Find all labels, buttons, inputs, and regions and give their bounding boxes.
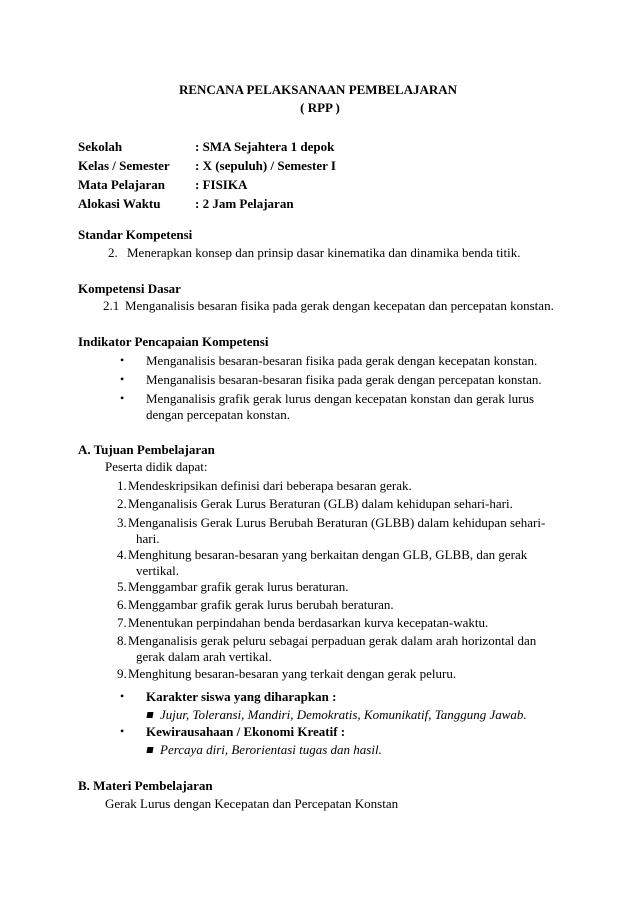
info-row-kelas	[78, 157, 336, 176]
info-table	[78, 138, 336, 214]
kompetensi-dasar-number: 2.1	[103, 298, 120, 313]
square-bullet-icon	[146, 747, 153, 753]
indikator-item	[120, 352, 537, 369]
item-number: 9.	[117, 666, 127, 681]
info-value: : 2 Jam Pelajaran	[195, 196, 294, 211]
kewirausahaan-item	[120, 723, 345, 740]
standar-kompetensi-text: Menerapkan konsep dan prinsip dasar kinematika dan dinamika benda titik.	[127, 245, 521, 260]
materi-text: Gerak Lurus dengan Kecepatan dan Percepatan Konstan	[105, 796, 399, 811]
kompetensi-dasar-text: Menganalisis besaran fisika pada gerak dengan kecepatan dan percepatan konstan.	[125, 298, 554, 313]
item-text-continued: gerak dalam arah vertikal.	[136, 649, 272, 664]
item-text: Menghitung besaran-besaran yang terkait dengan gerak peluru.	[128, 666, 457, 681]
item-text: Mendeskripsikan definisi dari beberapa besaran gerak.	[128, 478, 412, 493]
indikator-heading: Indikator Pencapaian Kompetensi	[78, 334, 269, 349]
document-subtitle: ( RPP )	[300, 100, 340, 115]
item-number: 8.	[117, 633, 127, 648]
tujuan-item	[117, 514, 557, 531]
karakter-heading: Karakter siswa yang diharapkan :	[146, 689, 337, 704]
item-text: Menentukan perpindahan benda berdasarkan kurva kecepatan-waktu.	[128, 615, 489, 630]
kewirausahaan-heading: Kewirausahaan / Ekonomi Kreatif :	[146, 724, 346, 739]
indikator-text: Menganalisis besaran-besaran fisika pada gerak dengan percepatan konstan.	[146, 372, 542, 387]
tujuan-item	[117, 596, 557, 613]
tujuan-heading: A. Tujuan Pembelajaran	[78, 442, 215, 457]
info-value: : X (sepuluh) / Semester I	[195, 158, 336, 173]
kewirausahaan-text: Percaya diri, Berorientasi tugas dan hasil.	[160, 742, 382, 757]
info-label: Sekolah	[78, 139, 123, 154]
info-label: Mata Pelajaran	[78, 177, 166, 192]
item-number: 5.	[117, 579, 127, 594]
bullet: •	[120, 353, 125, 367]
info-row-sekolah	[78, 138, 336, 157]
tujuan-item	[117, 578, 557, 595]
bullet: •	[120, 689, 125, 703]
item-text: Menggambar grafik gerak lurus berubah beraturan.	[128, 597, 394, 612]
info-value: : SMA Sejahtera 1 depok	[195, 139, 335, 154]
info-row-alokasi	[78, 195, 336, 214]
indikator-item	[120, 390, 534, 407]
info-value: : FISIKA	[195, 177, 248, 192]
indikator-item	[120, 371, 542, 388]
tujuan-item	[117, 546, 557, 563]
kewirausahaan-subitem	[147, 741, 382, 758]
item-number: 1.	[117, 478, 127, 493]
item-text: Menganalisis Gerak Lurus Beraturan (GLB) dalam kehidupan sehari-hari.	[128, 496, 513, 511]
tujuan-item	[117, 632, 557, 649]
item-text: Menggambar grafik gerak lurus beraturan.	[128, 579, 349, 594]
standar-kompetensi-number: 2.	[108, 245, 118, 260]
tujuan-item	[117, 495, 557, 512]
tujuan-item	[117, 665, 557, 682]
karakter-text: Jujur, Toleransi, Mandiri, Demokratis, Komunikatif, Tanggung Jawab.	[160, 707, 527, 722]
info-label: Alokasi Waktu	[78, 196, 161, 211]
item-text: Menganalisis Gerak Lurus Berubah Beraturan (GLBB) dalam kehidupan sehari-	[128, 515, 546, 530]
standar-kompetensi-heading: Standar Kompetensi	[78, 227, 193, 242]
tujuan-item	[117, 477, 557, 494]
item-number: 3.	[117, 515, 127, 530]
karakter-item	[120, 688, 336, 705]
item-number: 7.	[117, 615, 127, 630]
tujuan-intro: Peserta didik dapat:	[105, 459, 208, 474]
tujuan-item	[117, 614, 557, 631]
info-label: Kelas / Semester	[78, 158, 170, 173]
indikator-text: Menganalisis grafik gerak lurus dengan kecepatan konstan dan gerak lurus	[146, 391, 535, 406]
karakter-subitem	[147, 706, 527, 723]
item-text-continued: hari.	[136, 531, 160, 546]
materi-heading: B. Materi Pembelajaran	[78, 778, 213, 793]
document-title: RENCANA PELAKSANAAN PEMBELAJARAN	[178, 82, 458, 97]
item-text: Menganalisis gerak peluru sebagai perpaduan gerak dalam arah horizontal dan	[128, 633, 537, 648]
square-bullet-icon	[146, 712, 153, 718]
indikator-text: Menganalisis besaran-besaran fisika pada gerak dengan kecepatan konstan.	[146, 353, 538, 368]
item-number: 4.	[117, 547, 127, 562]
item-number: 6.	[117, 597, 127, 612]
indikator-text-continued: dengan percepatan konstan.	[146, 407, 291, 422]
info-row-mapel	[78, 176, 336, 195]
item-text-continued: vertikal.	[136, 563, 179, 578]
item-text: Menghitung besaran-besaran yang berkaitan dengan GLB, GLBB, dan gerak	[128, 547, 528, 562]
item-number: 2.	[117, 496, 127, 511]
bullet: •	[120, 372, 125, 386]
bullet: •	[120, 391, 125, 405]
kompetensi-dasar-heading: Kompetensi Dasar	[78, 281, 181, 296]
bullet: •	[120, 724, 125, 738]
